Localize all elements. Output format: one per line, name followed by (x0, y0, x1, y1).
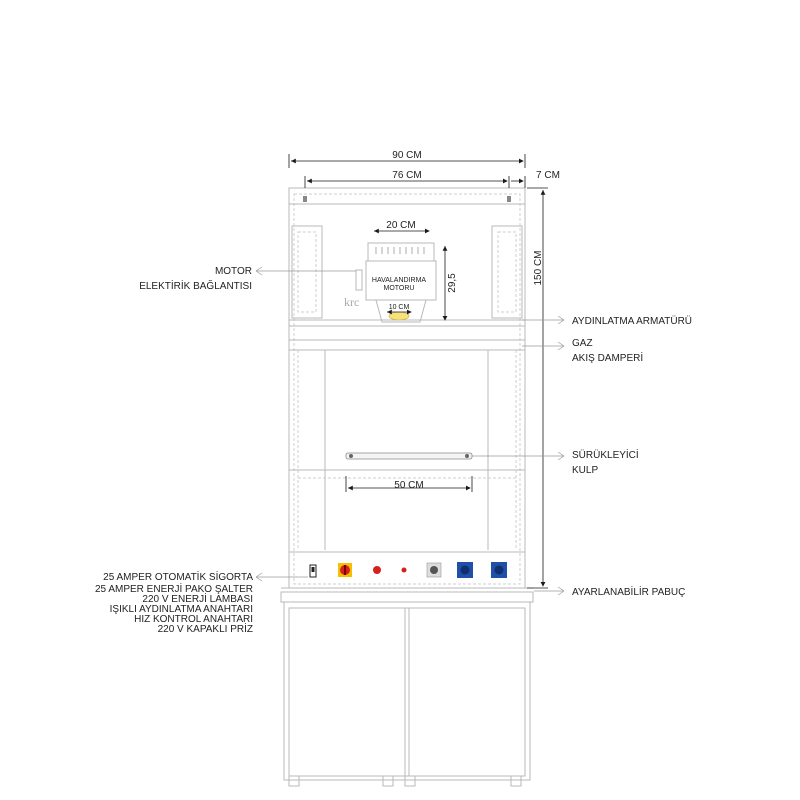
callout-handle-line1: SÜRÜKLEYİCİ (572, 450, 639, 461)
callout-foot: AYARLANABİLİR PABUÇ (572, 587, 686, 598)
callout-gas-line1: GAZ (572, 338, 593, 349)
dimensions (289, 150, 560, 588)
dim-inner-width: 76 CM (392, 170, 422, 181)
brand-logo: krc (344, 295, 360, 309)
callout-motor-line1: MOTOR (214, 266, 252, 277)
dim-total-width: 90 CM (392, 150, 422, 161)
dim-side: 7 CM (536, 170, 560, 181)
panel-legend-1: 25 AMPER OTOMATİK SİGORTA (103, 572, 253, 583)
callout-lighting: AYDINLATMA ARMATÜRÜ (572, 316, 693, 327)
socket-icon (457, 562, 473, 578)
main-switch-icon (338, 563, 352, 577)
panel-legend-6: 220 V KAPAKLI PRİZ (157, 624, 253, 635)
dim-handle-width: 50 CM (394, 480, 424, 491)
panel-legend-4: IŞIKLI AYDINLATMA ANAHTARI (109, 604, 253, 615)
callout-motor-line2: ELEKTİRİK BAĞLANTISI (139, 281, 252, 292)
control-panel (281, 552, 533, 602)
dim-motor-height: 29,5 (447, 273, 458, 293)
sash-handle (346, 453, 472, 459)
callouts-right (472, 315, 692, 598)
callouts-left (95, 266, 356, 635)
cabinet-outline (289, 188, 525, 588)
base-cabinet (284, 602, 530, 786)
panel-legend-2: 25 AMPER ENERJİ PAKO ŞALTER (94, 584, 253, 595)
socket-icon (491, 562, 507, 578)
motor-label-line2: MOTORU (383, 285, 415, 292)
speed-knob-icon (427, 563, 441, 577)
panel-legend-3: 220 V ENERJİ LAMBASI (142, 594, 253, 605)
power-lamp-icon (373, 566, 381, 574)
motor-label-line1: HAVALANDIRMA (371, 277, 427, 284)
dim-height: 150 CM (533, 250, 544, 286)
dim-motor-outlet: 10 CM (388, 304, 410, 311)
light-switch-icon (402, 568, 407, 573)
callout-gas-line2: AKIŞ DAMPERİ (572, 353, 644, 364)
callout-handle-line2: KULP (572, 465, 599, 476)
panel-legend-5: HIZ KONTROL ANAHTARI (134, 614, 253, 625)
dim-motor-width: 20 CM (386, 220, 416, 231)
